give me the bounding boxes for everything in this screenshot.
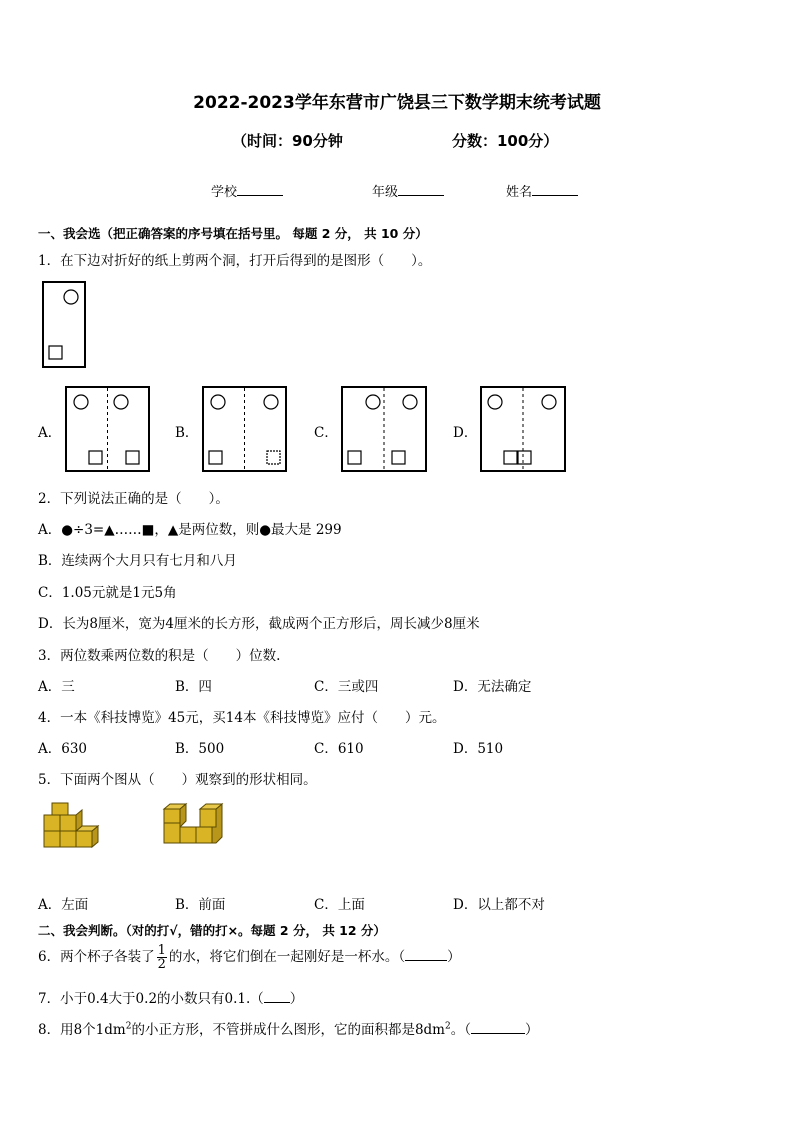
q6-post: 的水，将它们倒在一起刚好是一杯水。（ bbox=[168, 949, 406, 965]
q4-option-b[interactable]: B．500 bbox=[175, 741, 225, 757]
cube-stack-figure-1 bbox=[42, 801, 102, 849]
name-label: 姓名 bbox=[506, 185, 533, 200]
q8-answer-blank[interactable] bbox=[471, 1022, 525, 1034]
section2-heading: 二、我会判断。（对的打√，错的打×。每题 2 分， 共 12 分） bbox=[38, 923, 386, 938]
q3-text: 3．两位数乘两位数的积是（ ）位数. bbox=[38, 648, 281, 664]
school-label: 学校 bbox=[211, 185, 238, 200]
q5-option-c[interactable]: C．上面 bbox=[314, 897, 365, 913]
q4-text: 4．一本《科技博览》45元，买14本《科技博览》应付（ ）元。 bbox=[38, 710, 446, 726]
q3-option-c[interactable]: C．三或四 bbox=[314, 679, 379, 695]
q3-option-a[interactable]: A．三 bbox=[38, 679, 75, 695]
q2-option-c[interactable]: C．1.05元就是1元5角 bbox=[38, 585, 177, 601]
page-title: 2022-2023学年东营市广饶县三下数学期末统考试题 bbox=[193, 93, 601, 113]
grade-label: 年级 bbox=[372, 185, 399, 200]
q3-option-d[interactable]: D．无法确定 bbox=[453, 679, 532, 695]
section1-heading: 一、我会选（把正确答案的序号填在括号里。 每题 2 分， 共 10 分） bbox=[38, 226, 428, 241]
q7-answer-blank[interactable] bbox=[264, 991, 290, 1003]
grade-field bbox=[372, 181, 444, 200]
q2-option-d[interactable]: D．长为8厘米，宽为4厘米的长方形，截成两个正方形后，周长减少8厘米 bbox=[38, 616, 480, 632]
q2-text: 2．下列说法正确的是（ ）。 bbox=[38, 491, 229, 507]
q4-option-c[interactable]: C．610 bbox=[314, 741, 364, 757]
school-blank[interactable] bbox=[237, 184, 283, 196]
exam-score: 分数：100分） bbox=[452, 132, 559, 150]
q7-text: 7．小于0.4大于0.2的小数只有0.1.（ ） bbox=[38, 991, 304, 1007]
q2-option-b[interactable]: B．连续两个大月只有七月和八月 bbox=[38, 553, 237, 569]
q5-text: 5．下面两个图从（ ）观察到的形状相同。 bbox=[38, 772, 317, 788]
exam-time: （时间：90分钟 bbox=[232, 132, 343, 150]
name-blank[interactable] bbox=[532, 184, 578, 196]
q1-option-d-figure[interactable] bbox=[480, 386, 566, 472]
q1-option-b-label[interactable]: B． bbox=[175, 425, 199, 441]
q6-text: 6．两个杯子各装了 $\frac{1}{2}$ 的水，将它们倒在一起刚好是一杯水。（ ） bbox=[38, 943, 461, 972]
q4-option-d[interactable]: D．510 bbox=[453, 741, 504, 757]
cube-stack-figure-2 bbox=[162, 801, 226, 849]
q3-option-b[interactable]: B．四 bbox=[175, 679, 212, 695]
name-field bbox=[506, 181, 578, 200]
q6-pre: 6．两个杯子各装了 bbox=[38, 949, 155, 965]
q1-option-d-label[interactable]: D． bbox=[453, 425, 478, 441]
q1-text: 1．在下边对折好的纸上剪两个洞，打开后得到的是图形（ ）。 bbox=[38, 253, 432, 269]
fraction-one-half: $\frac{1}{2}$ bbox=[157, 943, 166, 972]
q5-option-b[interactable]: B．前面 bbox=[175, 897, 226, 913]
q6-answer-blank[interactable] bbox=[405, 949, 447, 961]
q1-option-c-label[interactable]: C． bbox=[314, 425, 338, 441]
q1-option-a-label[interactable]: A． bbox=[38, 425, 62, 441]
q4-option-a[interactable]: A．630 bbox=[38, 741, 88, 757]
q5-option-a[interactable]: A．左面 bbox=[38, 897, 89, 913]
q8-text: 8．用8个$1dm^2$的小正方形，不管拼成什么图形，它的面积都是$8dm^2$。（ ） bbox=[38, 1021, 539, 1038]
grade-blank[interactable] bbox=[398, 184, 444, 196]
school-field bbox=[211, 181, 283, 200]
q5-option-d[interactable]: D．以上都不对 bbox=[453, 897, 545, 913]
q1-option-a-figure[interactable] bbox=[65, 386, 150, 472]
q2-option-a[interactable]: A．●÷3=▲……■，▲是两位数，则●最大是 299 bbox=[38, 522, 342, 538]
folded-paper-figure bbox=[42, 281, 86, 368]
q1-option-c-figure[interactable] bbox=[341, 386, 427, 472]
q1-option-b-figure[interactable] bbox=[202, 386, 287, 472]
